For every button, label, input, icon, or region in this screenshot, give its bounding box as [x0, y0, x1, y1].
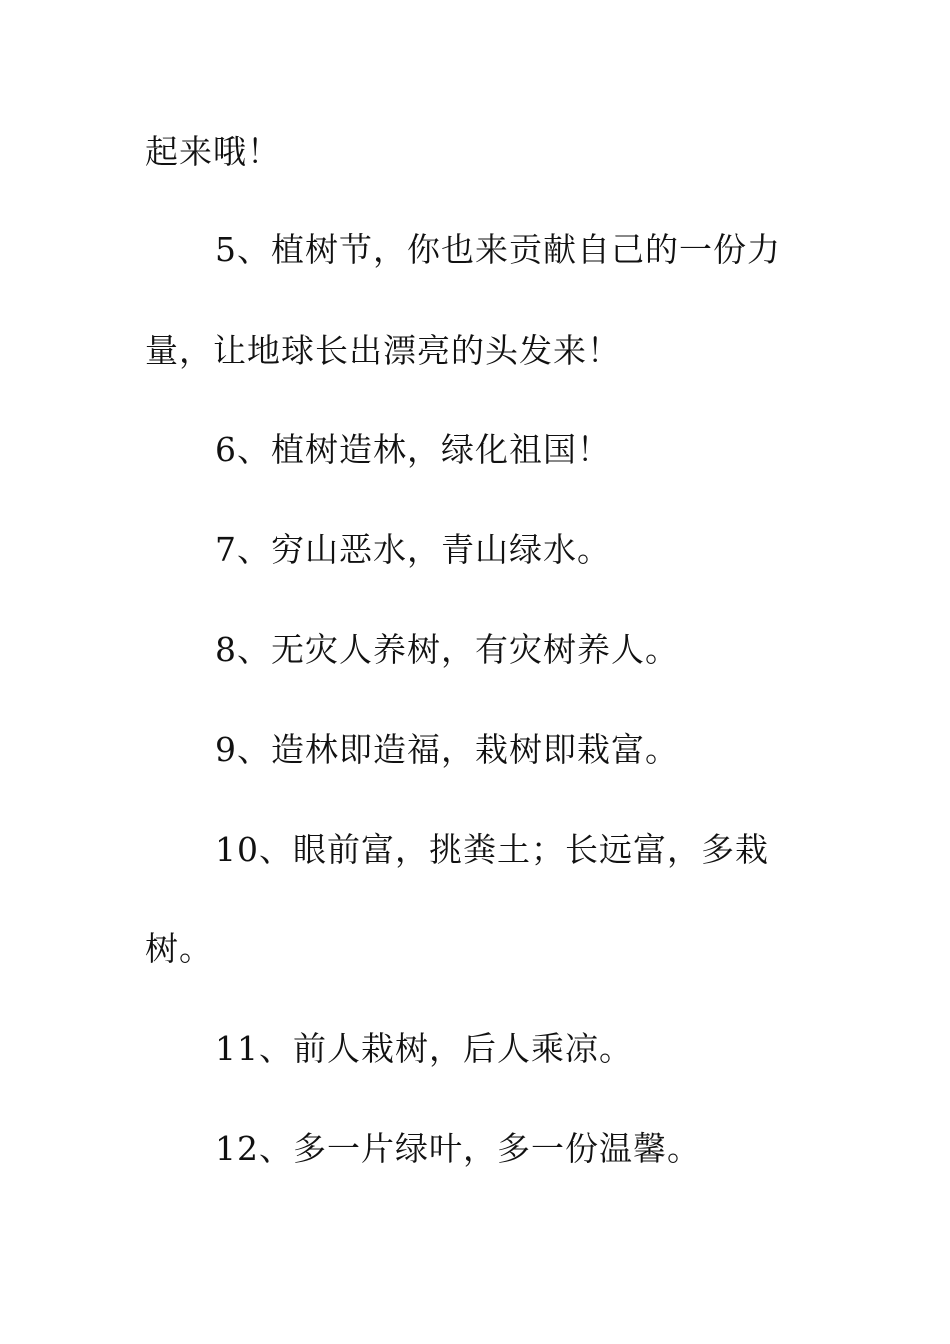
text-line: 起来哦！: [145, 132, 281, 171]
text-line: 量，让地球长出漂亮的头发来！: [145, 331, 621, 370]
text-line: 11、前人栽树，后人乘凉。: [215, 1029, 633, 1068]
text-line: 树。: [145, 929, 213, 968]
text-line: 7、穷山恶水，青山绿水。: [215, 530, 611, 569]
text-line: 9、造林即造福，栽树即栽富。: [215, 730, 679, 769]
text-line: 12、多一片绿叶，多一份温馨。: [215, 1129, 701, 1168]
text-line: 5、植树节，你也来贡献自己的一份力: [215, 230, 781, 269]
text-line: 10、眼前富，挑粪土；长远富，多栽: [215, 830, 769, 869]
text-line: 6、植树造林，绿化祖国！: [215, 430, 611, 469]
text-line: 8、无灾人养树，有灾树养人。: [215, 630, 679, 669]
